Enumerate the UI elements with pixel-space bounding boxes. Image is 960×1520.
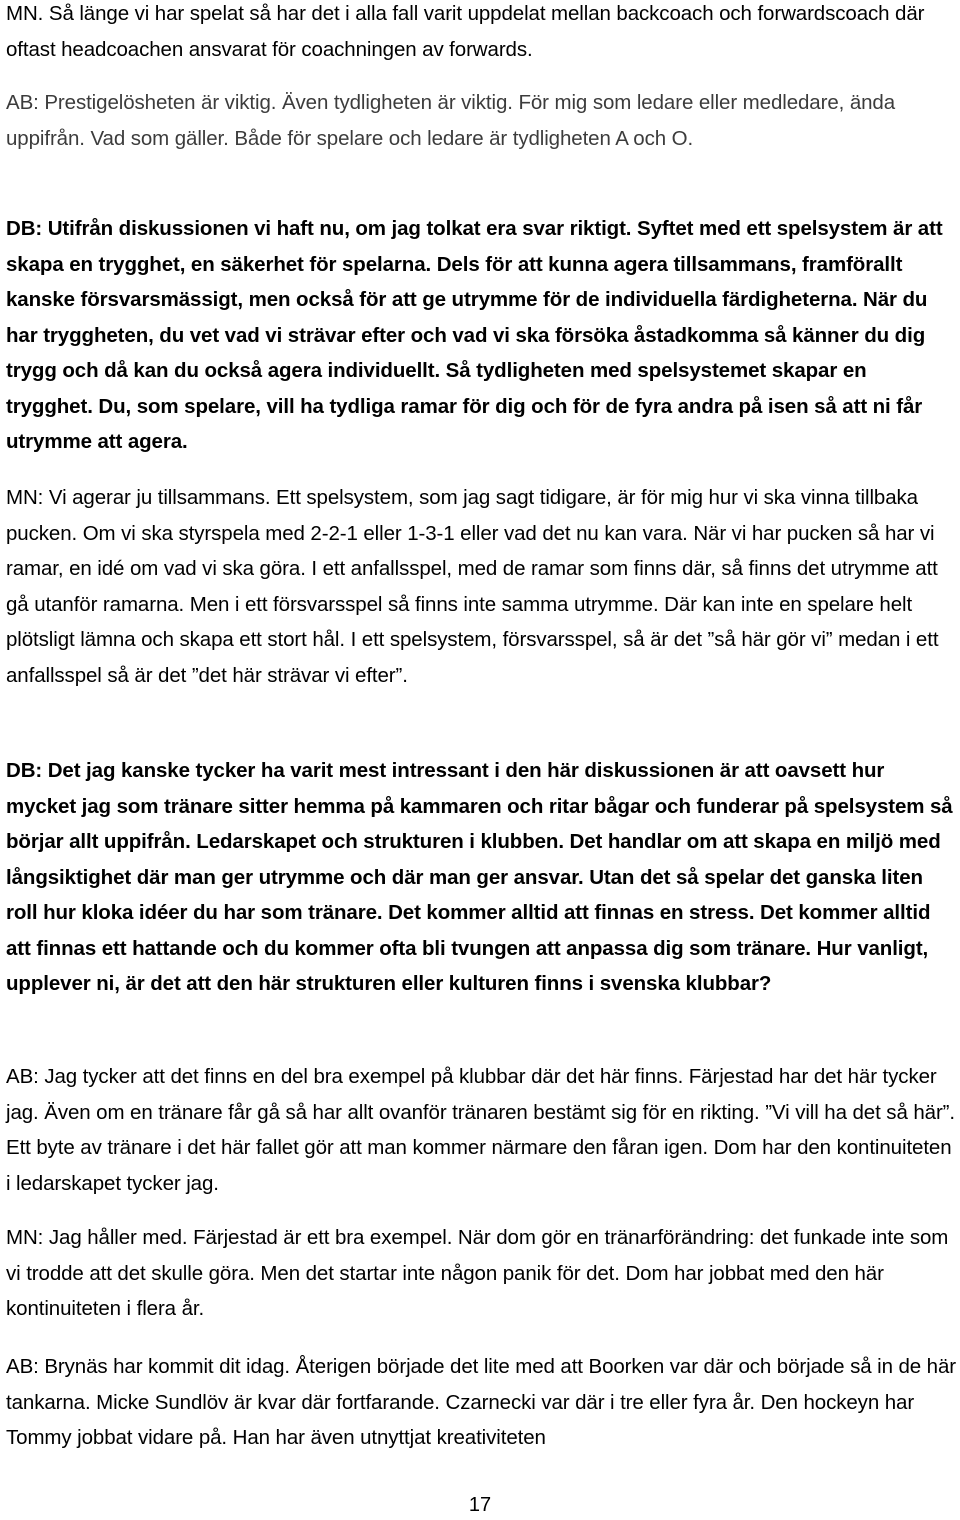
paragraph-mn-separate-coaches: MN. Så länge vi har spelat så har det i alla fall varit uppdelat mellan backcoach och forwardscoach där oftast headcoachen ansvarat för coachningen av forwards.	[6, 2, 925, 61]
paragraph-db-game-system-security: DB: Utifrån diskussionen vi haft nu, om jag tolkat era svar riktigt. Syftet med ett spelsystem är att skapa en trygghet, en säkerhet för spelarna. Dels för att kunna agera tillsammans, framförallt kanske försvarsmässigt, men också för att ge utrymme för de individuella färdigheterna. När du har tryggheten, du vet vad vi strävar efter och vad vi ska försöka åstadkomma så känner du dig trygg och då kan du också agera individuellt. Så tydligheten med spelsystemet skapar en trygghet. Du, som spelare, vill ha tydliga ramar för dig och för de fyra andra på isen så att ni får utrymme att agera.	[6, 217, 943, 453]
page-number: 17	[468, 1494, 492, 1516]
paragraph-mn-acting-together: MN: Vi agerar ju tillsammans. Ett spelsystem, som jag sagt tidigare, är för mig hur vi ska vinna tillbaka pucken. Om vi ska styrspela med 2-2-1 eller 1-3-1 eller vad det nu kan vara. När vi har pucken så har vi ramar, en idé om vad vi ska göra. I ett anfallsspel, med de ramar som finns där, så finns det utrymme att gå utanför ramarna. Men i ett försvarsspel så finns inte samma utrymme. Där kan inte en spelare helt plötsligt lämna och skapa ett stort hål. I ett spelsystem, försvarsspel, så är det ”så här gör vi” medan i ett anfallsspel så är det ”det här strävar vi efter”.	[6, 486, 939, 687]
paragraph-ab-farjestad-example: AB: Jag tycker att det finns en del bra exempel på klubbar där det här finns. Färjestad har det här tycker jag. Även om en tränare får gå så har allt ovanför tränaren bestämt sig för en rikting. ”Vi vill ha det så här”. Ett byte av tränare i det här fallet gör att man kommer närmare den fåran igen. Dom har den kontinuiteten i ledarskapet tycker jag.	[6, 1065, 955, 1195]
paragraph-db-leadership-structure: DB: Det jag kanske tycker ha varit mest intressant i den här diskussionen är att oavsett hur mycket jag som tränare sitter hemma på kammaren och ritar bågar och funderar på spelsystem så börjar allt uppifrån. Ledarskapet och strukturen i klubben. Det handlar om att skapa en miljö med långsiktighet där man ger utrymme och där man ger ansvar. Utan det så spelar det ganska liten roll hur kloka idéer du har som tränare. Det kommer alltid att finnas en stress. Det kommer alltid att finnas ett hattande och du kommer ofta bli tvungen att anpassa dig som tränare. Hur vanligt, upplever ni, är det att den här strukturen eller kulturen finns i svenska klubbar?	[6, 759, 953, 995]
paragraph-ab-clarity: AB: Prestigelösheten är viktig. Även tydligheten är viktig. För mig som ledare eller medledare, ända uppifrån. Vad som gäller. Både för spelare och ledare är tydligheten A och O.	[6, 91, 896, 150]
paragraph-ab-brynas: AB: Brynäs har kommit dit idag. Återigen började det lite med att Boorken var där och började så in de här tankarna. Micke Sundlöv är kvar där fortfarande. Czarnecki var där i tre eller fyra år. Den hockeyn har Tommy jobbat vidare på. Han har även utnyttjat kreativiteten	[6, 1355, 956, 1449]
paragraph-mn-agree: MN: Jag håller med. Färjestad är ett bra exempel. När dom gör en tränarförändring: det funkade inte som vi trodde att det skulle göra. Men det startar inte någon panik för det. Dom har jobbat med den här kontinuiteten i flera år.	[6, 1226, 949, 1320]
